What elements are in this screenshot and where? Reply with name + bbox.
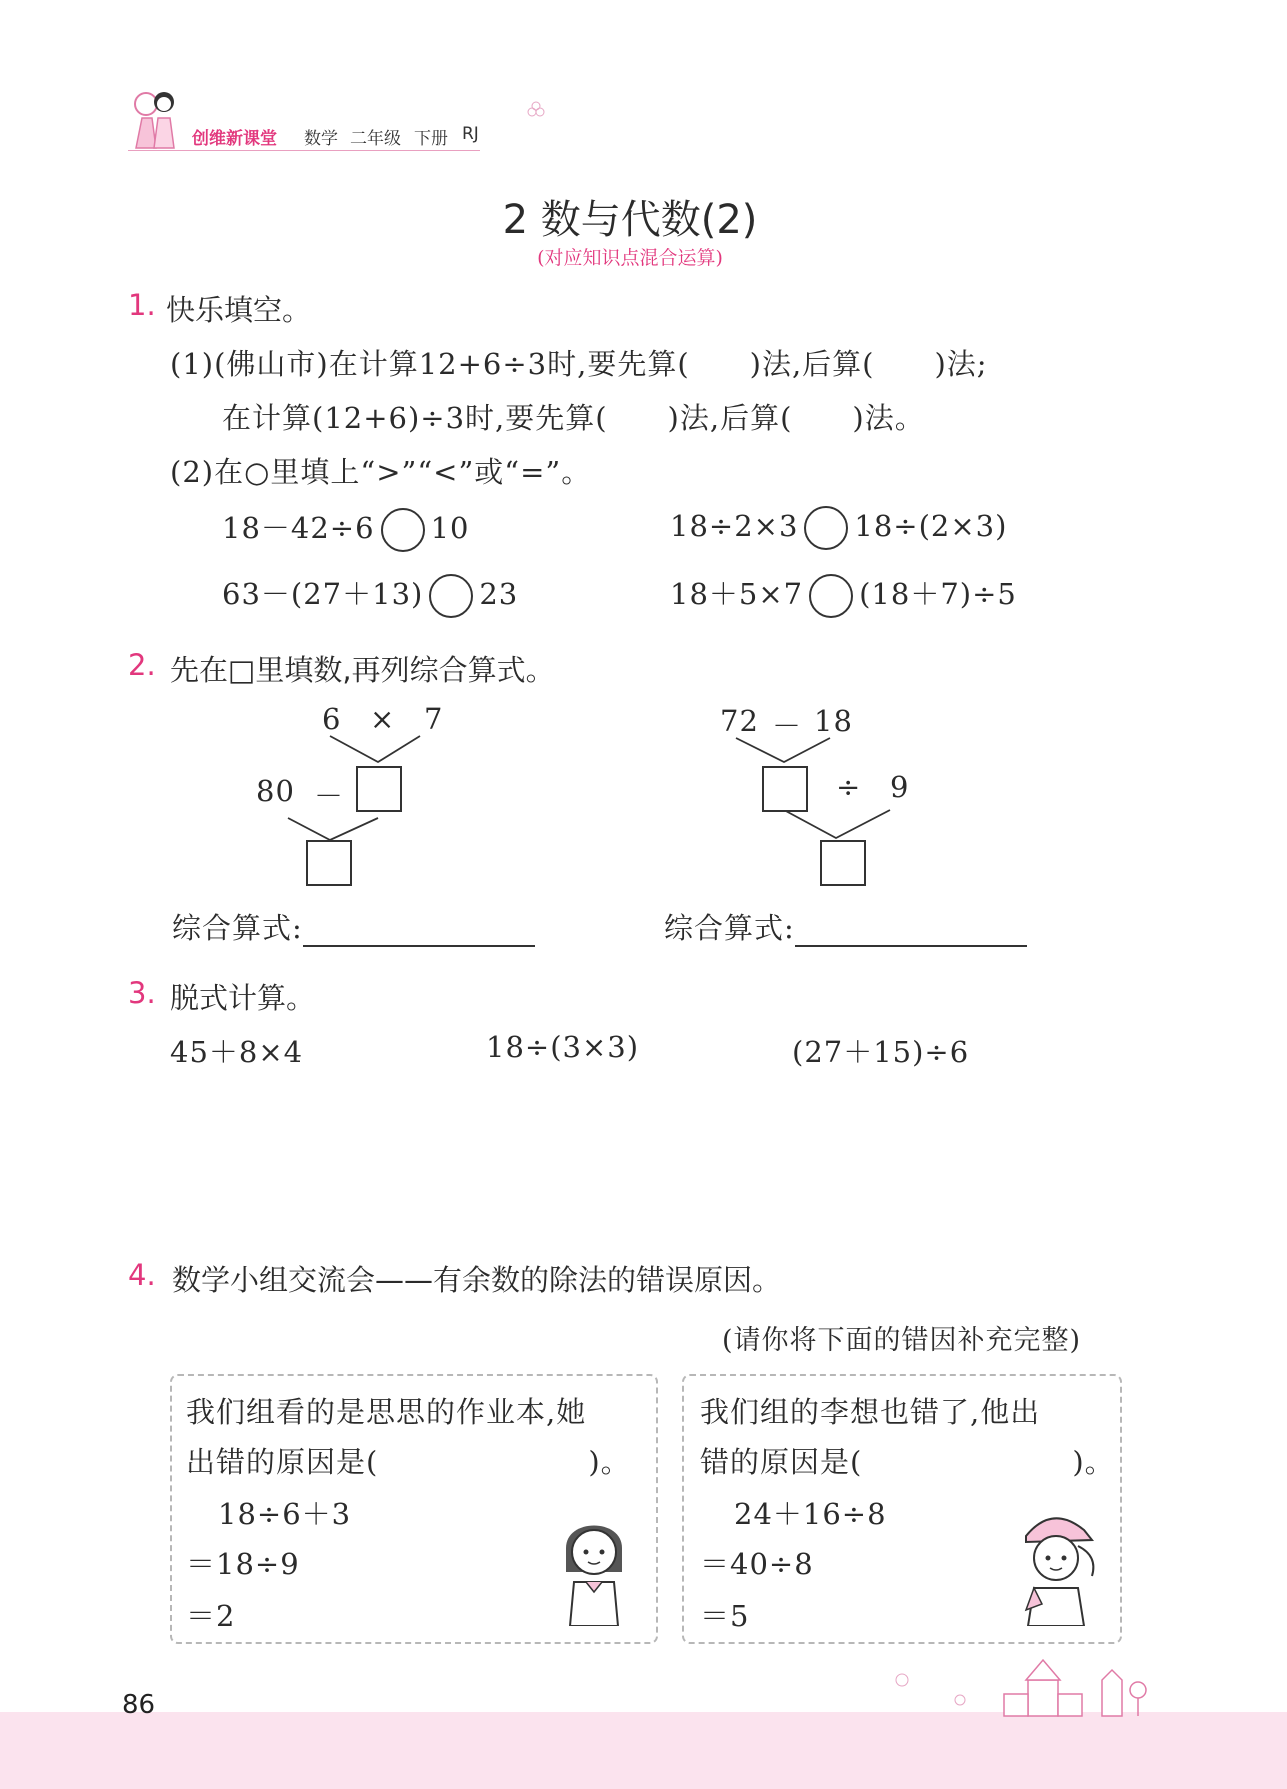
comparison-3-right: 23	[479, 577, 519, 611]
tree1-box-top[interactable]	[356, 766, 402, 812]
header-volume: 下册	[414, 129, 448, 149]
q1-part1-line1: (1)(佛山市)在计算12+6÷3时,要先算( )法,后算( )法;	[170, 347, 988, 381]
comparison-1-right: 10	[430, 511, 470, 545]
tree2-a: 72	[720, 704, 759, 738]
page-title: 2 数与代数(2)	[502, 197, 758, 243]
comparison-1-left: 18－42÷6	[222, 511, 375, 545]
card1-line1: 我们组看的是思思的作业本,她	[186, 1395, 587, 1429]
comparison-2-left: 18÷2×3	[670, 509, 799, 543]
tree1-box-bottom[interactable]	[306, 840, 352, 886]
tree2-op1: －	[772, 709, 803, 743]
page-number: 86	[122, 1690, 156, 1720]
card2-calc-2: ＝40÷8	[700, 1547, 814, 1581]
card2-calc-1: 24＋16÷8	[734, 1497, 887, 1531]
q3-expr-3: (27＋15)÷6	[792, 1035, 970, 1069]
q3-title: 脱式计算。	[170, 981, 316, 1015]
tree2-op2: ÷	[836, 770, 862, 804]
header-grade: 二年级	[350, 129, 401, 149]
comparison-2-right: 18÷(2×3)	[854, 509, 1008, 543]
q3-expr-2: 18÷(3×3)	[486, 1030, 640, 1064]
tree1-op2: －	[314, 779, 345, 813]
card2-line2: 错的原因是( )。	[700, 1445, 1115, 1479]
formula-2-label: 综合算式:	[664, 911, 795, 945]
q4-title: 数学小组交流会——有余数的除法的错误原因。	[172, 1263, 782, 1297]
comparison-4-right: (18＋7)÷5	[859, 577, 1017, 611]
formula-2	[664, 906, 1027, 947]
q2-title: 先在□里填数,再列综合算式。	[170, 653, 555, 687]
card1-calc-1: 18÷6＋3	[218, 1497, 352, 1531]
card1-calc-2: ＝18÷9	[186, 1547, 300, 1581]
card1-calc-3: ＝2	[186, 1599, 236, 1633]
card2-line1: 我们组的李想也错了,他出	[700, 1395, 1041, 1429]
tree2-c: 9	[890, 770, 910, 804]
formula-1	[172, 906, 535, 947]
formula-1-blank[interactable]	[303, 919, 535, 947]
page-subtitle: (对应知识点混合运算)	[537, 247, 723, 269]
castle-decoration-icon	[880, 1650, 1170, 1720]
card2-calc-3: ＝5	[700, 1599, 750, 1633]
q2-number: 2.	[128, 648, 156, 682]
boy-student-icon	[1012, 1500, 1106, 1626]
q3-number: 3.	[128, 976, 156, 1010]
tree1-c: 80	[256, 774, 295, 808]
comparison-4-left: 18＋5×7	[670, 577, 804, 611]
header-subject: 数学	[304, 129, 338, 149]
girl-student-icon	[556, 1508, 632, 1626]
tree2-box-top[interactable]	[762, 766, 808, 812]
q1-part2-line: (2)在○里填上“>”“<”或“=”。	[170, 455, 592, 489]
q1-number: 1.	[128, 288, 156, 322]
q4-number: 4.	[128, 1258, 156, 1292]
tree2-box-bottom[interactable]	[820, 840, 866, 886]
tree1-a: 6	[322, 702, 342, 736]
header-edition: RJ	[462, 124, 479, 144]
q4-hint: (请你将下面的错因补充完整)	[722, 1325, 1082, 1356]
header-brand: 创维新课堂	[192, 129, 277, 149]
tree1-op1: ×	[370, 702, 396, 736]
footer-band	[0, 1712, 1287, 1789]
card1-line2: 出错的原因是( )。	[186, 1445, 631, 1479]
q1-title: 快乐填空。	[166, 293, 312, 327]
q1-part1-line2: 在计算(12+6)÷3时,要先算( )法,后算( )法。	[222, 401, 925, 435]
formula-1-label: 综合算式:	[172, 911, 303, 945]
tree2-b: 18	[814, 704, 853, 738]
tree1-b: 7	[424, 702, 444, 736]
comparison-3-left: 63－(27＋13)	[222, 577, 424, 611]
formula-2-blank[interactable]	[795, 919, 1027, 947]
q3-expr-1: 45＋8×4	[170, 1035, 304, 1069]
